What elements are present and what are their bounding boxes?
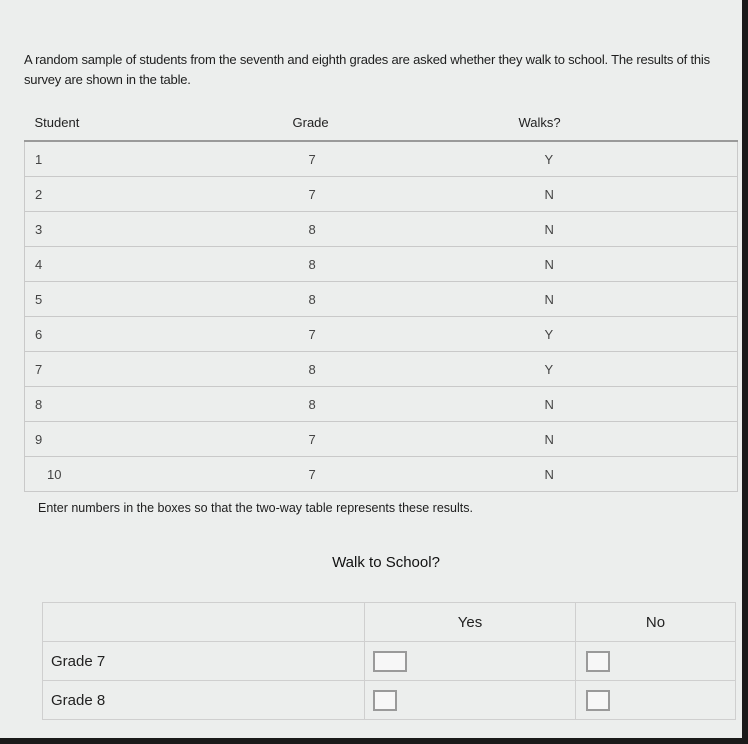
student-cell: 5 bbox=[25, 282, 283, 317]
student-cell: 10 bbox=[25, 457, 283, 492]
survey-header-row bbox=[25, 104, 738, 141]
walks-cell: N bbox=[509, 247, 738, 282]
header-yes: Yes bbox=[365, 603, 576, 642]
student-cell: 3 bbox=[25, 212, 283, 247]
table-row bbox=[25, 141, 738, 177]
table-row bbox=[25, 422, 738, 457]
grade-cell: 8 bbox=[283, 352, 509, 387]
grade7-no-input[interactable] bbox=[586, 651, 610, 672]
instruction-text: Enter numbers in the boxes so that the two-way table represents these results. bbox=[38, 501, 473, 515]
cell-grade7-yes bbox=[365, 642, 576, 681]
header-walks: Walks? bbox=[509, 104, 738, 141]
student-cell: 1 bbox=[25, 141, 283, 177]
grade8-no-input[interactable] bbox=[586, 690, 610, 711]
student-cell: 7 bbox=[25, 352, 283, 387]
two-way-header-row bbox=[43, 603, 736, 642]
student-cell: 9 bbox=[25, 422, 283, 457]
two-way-row-grade8 bbox=[43, 681, 736, 720]
grade7-yes-input[interactable] bbox=[373, 651, 407, 672]
header-student: Student bbox=[25, 104, 283, 141]
header-no: No bbox=[576, 603, 736, 642]
walks-cell: Y bbox=[509, 317, 738, 352]
cell-grade8-yes bbox=[365, 681, 576, 720]
table-row bbox=[25, 212, 738, 247]
table-row bbox=[25, 457, 738, 492]
table-row bbox=[25, 282, 738, 317]
row-label-grade8: Grade 8 bbox=[43, 681, 365, 720]
question-intro: A random sample of students from the seventh and eighth grades are asked whether they walk to school. The results of this survey are shown in the table. bbox=[24, 52, 710, 87]
walks-cell: Y bbox=[509, 352, 738, 387]
grade-cell: 7 bbox=[283, 457, 509, 492]
two-way-caption: Walk to School? bbox=[332, 554, 440, 571]
table-row bbox=[25, 387, 738, 422]
grade8-yes-input[interactable] bbox=[373, 690, 397, 711]
walks-cell: N bbox=[509, 387, 738, 422]
grade-cell: 7 bbox=[283, 317, 509, 352]
walks-cell: N bbox=[509, 457, 738, 492]
corner-cell bbox=[43, 603, 365, 642]
grade-cell: 7 bbox=[283, 141, 509, 177]
walks-cell: N bbox=[509, 212, 738, 247]
table-row bbox=[25, 317, 738, 352]
grade-cell: 7 bbox=[283, 422, 509, 457]
grade-cell: 8 bbox=[283, 387, 509, 422]
grade-cell: 8 bbox=[283, 282, 509, 317]
survey-table bbox=[24, 104, 738, 492]
grade-cell: 8 bbox=[283, 247, 509, 282]
two-way-table bbox=[42, 602, 736, 720]
student-cell: 4 bbox=[25, 247, 283, 282]
grade-cell: 8 bbox=[283, 212, 509, 247]
header-grade: Grade bbox=[283, 104, 509, 141]
walks-cell: N bbox=[509, 282, 738, 317]
walks-cell: N bbox=[509, 422, 738, 457]
student-cell: 8 bbox=[25, 387, 283, 422]
two-way-row-grade7 bbox=[43, 642, 736, 681]
walks-cell: N bbox=[509, 177, 738, 212]
walks-cell: Y bbox=[509, 141, 738, 177]
table-row bbox=[25, 177, 738, 212]
grade-cell: 7 bbox=[283, 177, 509, 212]
student-cell: 6 bbox=[25, 317, 283, 352]
cell-grade7-no bbox=[576, 642, 736, 681]
row-label-grade7: Grade 7 bbox=[43, 642, 365, 681]
cell-grade8-no bbox=[576, 681, 736, 720]
table-row bbox=[25, 247, 738, 282]
table-row bbox=[25, 352, 738, 387]
student-cell: 2 bbox=[25, 177, 283, 212]
